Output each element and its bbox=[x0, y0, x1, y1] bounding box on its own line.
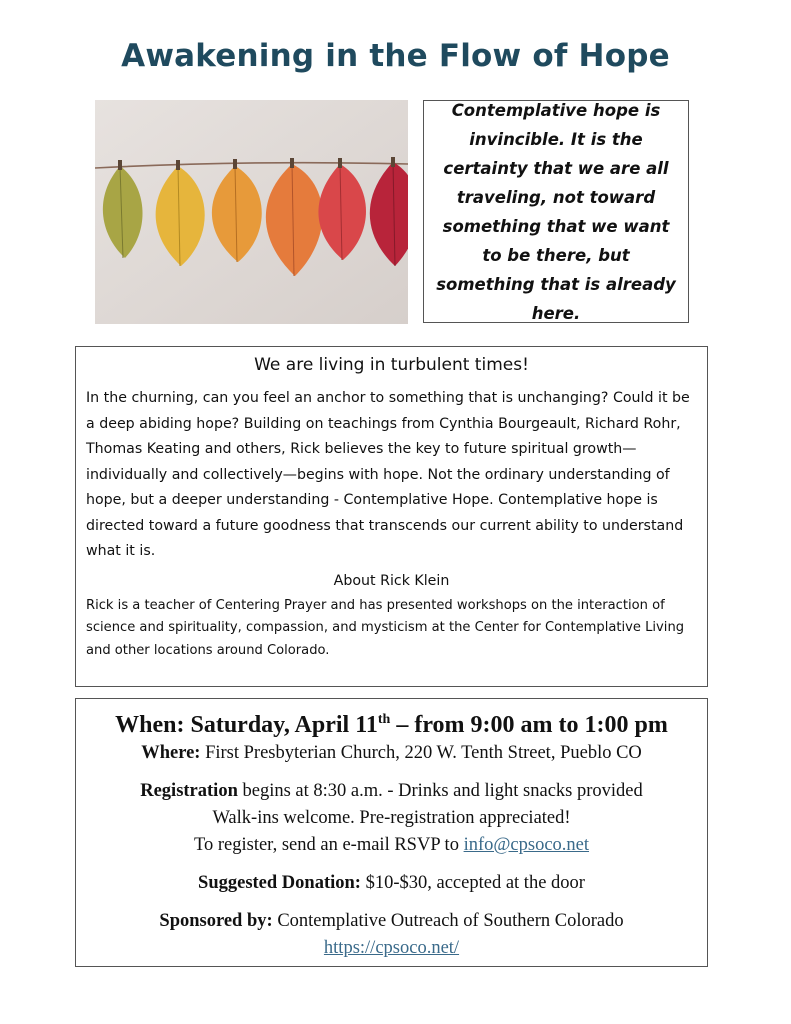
intro-body: In the churning, can you feel an anchor to something that is unchanging? Could it be a deep abiding hope? Building on teachings from Cynthia Bourgeault, Richard Rohr, Thomas Keating and others, Rick believes the key to future spiritual growth—individually and collectively—begins with hope. Not the ordinary understanding of hope, but a deeper understanding - Contemplative Hope. Contemplative hope is directed toward a future goodness that transcends our current ability to understand what it is. bbox=[86, 390, 690, 559]
event-registration bbox=[76, 778, 707, 805]
leaves-illustration bbox=[95, 100, 408, 324]
intro-heading: We are living in turbulent times! bbox=[254, 355, 529, 375]
sponsor-label: Sponsored by: bbox=[159, 911, 273, 931]
rsvp-email-link[interactable]: info@cpsoco.net bbox=[463, 835, 590, 855]
registration-label: Registration bbox=[140, 781, 238, 801]
when-time: – from 9:00 am to 1:00 pm bbox=[390, 712, 668, 738]
event-when bbox=[76, 705, 707, 740]
event-where bbox=[76, 740, 707, 767]
where-value: First Presbyterian Church, 220 W. Tenth Street, Pueblo CO bbox=[200, 743, 642, 763]
donation-label: Suggested Donation: bbox=[198, 873, 361, 893]
donation-value: $10-$30, accepted at the door bbox=[360, 873, 585, 893]
event-details-box bbox=[75, 698, 708, 967]
page-title: Awakening in the Flow of Hope bbox=[121, 38, 670, 74]
sponsor-value: Contemplative Outreach of Southern Colorado bbox=[272, 911, 624, 931]
rsvp-text: To register, send an e-mail RSVP to bbox=[193, 835, 464, 855]
sponsor-url-link[interactable]: https://cpsoco.net/ bbox=[323, 938, 460, 958]
where-label: Where: bbox=[141, 743, 201, 763]
event-rsvp bbox=[76, 832, 707, 859]
about-heading: About Rick Klein bbox=[333, 572, 450, 589]
when-date: Saturday, April 11 bbox=[190, 712, 378, 738]
autumn-leaves-photo bbox=[95, 100, 408, 324]
about-body: Rick is a teacher of Centering Prayer and has presented workshops on the interaction of science and spirituality, compassion, and mysticism at the Center for Contemplative Living and other locations around Colorado. bbox=[86, 597, 685, 658]
event-sponsor bbox=[76, 908, 707, 935]
event-donation bbox=[76, 870, 707, 897]
description-box bbox=[75, 346, 708, 687]
event-walkins: Walk-ins welcome. Pre-registration appreciated! bbox=[212, 808, 571, 828]
registration-value: begins at 8:30 a.m. - Drinks and light snacks provided bbox=[237, 781, 643, 801]
when-date-suffix: th bbox=[377, 712, 391, 727]
quote-box bbox=[423, 100, 689, 323]
quote-text: Contemplative hope is invincible. It is the certainty that we are all traveling, not toward something that we want to be there, but something that is already here. bbox=[436, 100, 676, 323]
when-label: When: bbox=[115, 712, 185, 738]
sponsor-url-row bbox=[76, 935, 707, 962]
